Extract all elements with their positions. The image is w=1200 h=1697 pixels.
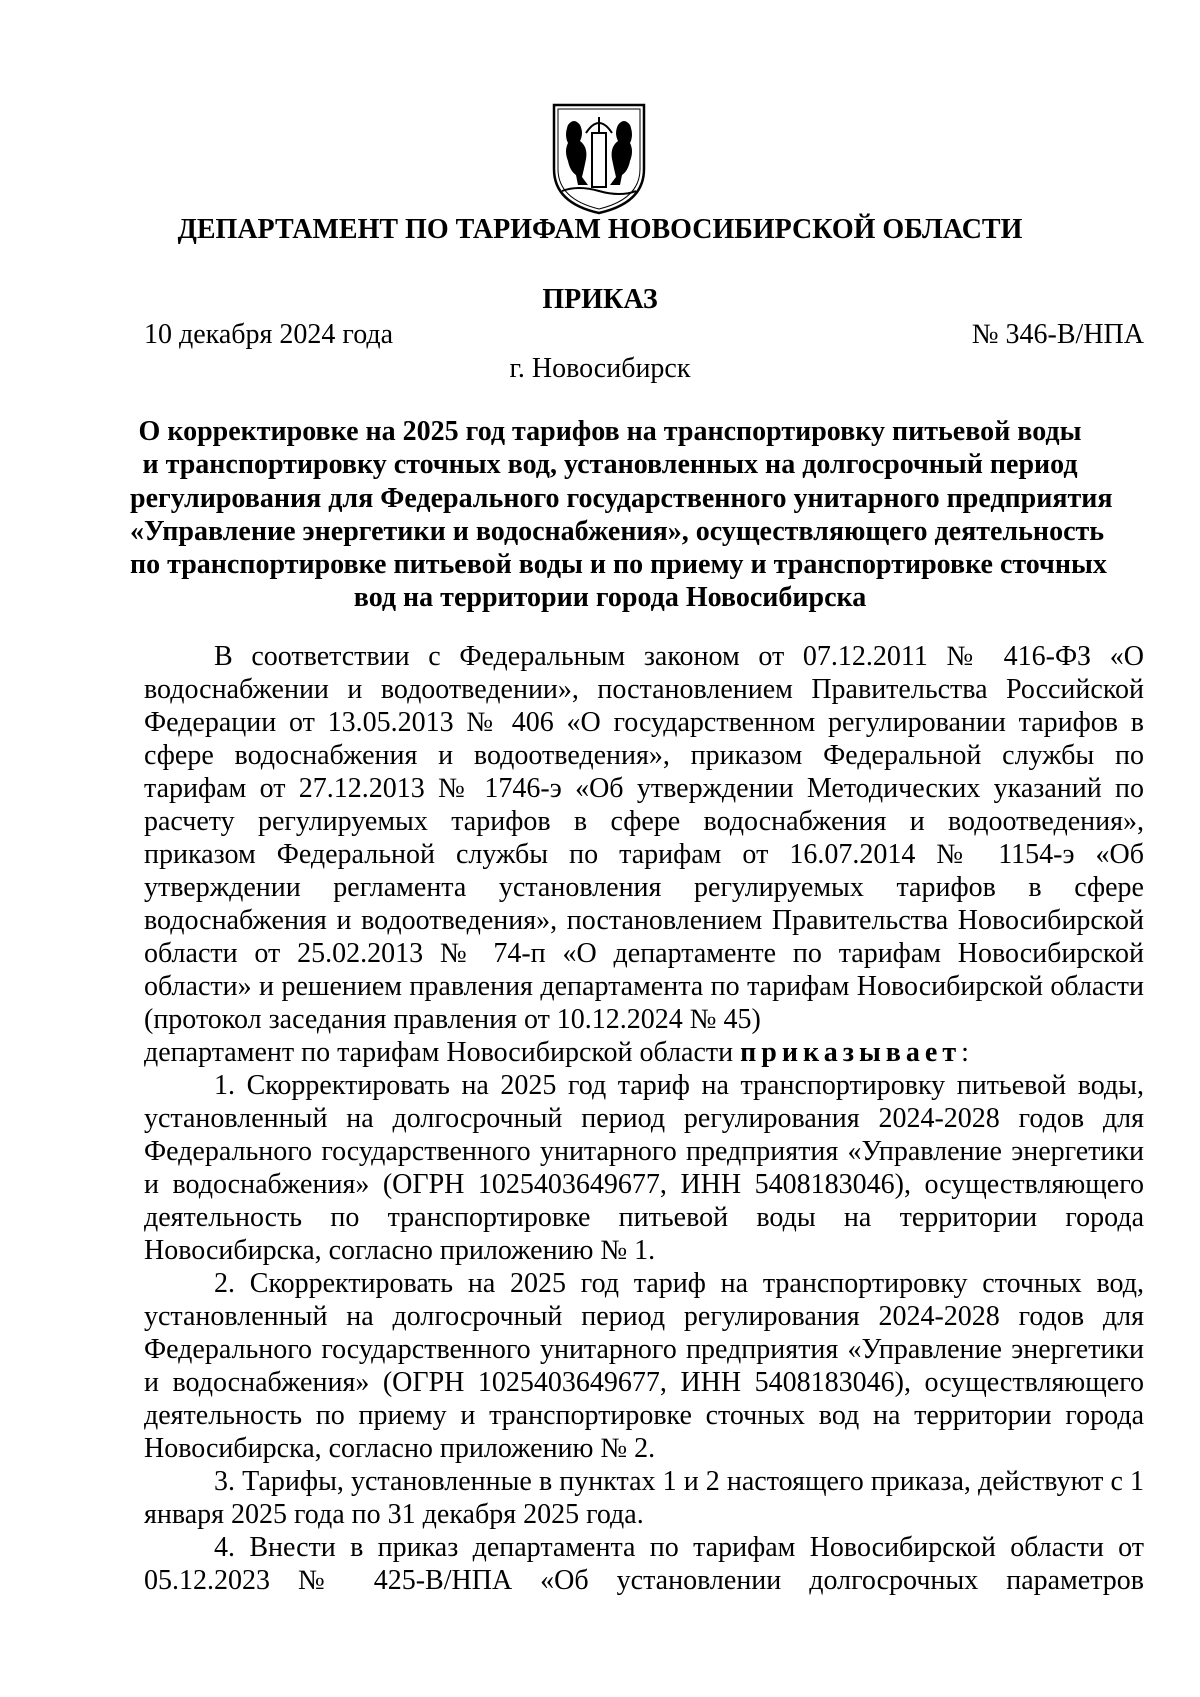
heading-line: и транспортировку сточных вод, установленных на долгосрочный период — [142, 449, 1078, 481]
heading-line: регулирования для Федерального государственного унитарного предприятия — [130, 482, 1113, 514]
order-heading — [130, 415, 1113, 615]
order-city: г. Новосибирск — [509, 353, 691, 384]
order-body — [144, 640, 1144, 1597]
heading-line: О корректировке на 2025 год тарифов на транспортировку питьевой воды — [138, 416, 1082, 447]
heading-line: по транспортировке питьевой воды и по приему и транспортировке сточных — [130, 549, 1107, 581]
orders-colon: : — [961, 1037, 969, 1068]
order-item-2: 2. Скорректировать на 2025 год тариф на транспортировку сточных вод, установленный на долгосрочный период регулирования 2024-2028 годов для Федерального государственного унитарного предприятия «Управление энергетики и водоснабжения» (ОГРН 1025403649677, ИНН 5408183046), осуществляющего деятельность по приему и транспортировке сточных вод на территории города Новосибирска, согласно приложению № 2. — [144, 1268, 1144, 1464]
order-date: 10 декабря 2024 года — [144, 319, 394, 350]
order-number: № 346-В/НПА — [971, 319, 1144, 350]
orders-verb: приказывает — [740, 1037, 962, 1068]
document-type: ПРИКАЗ — [542, 284, 658, 315]
coat-of-arms-icon — [548, 103, 650, 215]
orders-line — [144, 1036, 1144, 1069]
heading-line: «Управление энергетики и водоснабжения», осуществляющего деятельность — [130, 515, 1105, 547]
department-name: ДЕПАРТАМЕНТ ПО ТАРИФАМ НОВОСИБИРСКОЙ ОБЛАСТИ — [177, 214, 1023, 245]
preamble-paragraph: В соответствии с Федеральным законом от 07.12.2011 № 416-ФЗ «О водоснабжении и водоотведении», постановлением Правительства Российской Федерации от 13.05.2013 № 406 «О государственном регулировании тарифов в сфере водоснабжения и водоотведения», приказом Федеральной службы по тарифам от 27.12.2013 № 1746-э «Об утверждении Методических указаний по расчету регулируемых тарифов в сфере водоснабжения и водоотведения», приказом Федеральной службы по тарифам от 16.07.2014 № 1154-э «Об утверждении регламента установления регулируемых тарифов в сфере водоснабжения и водоотведения», постановлением Правительства Новосибирской области от 25.02.2013 № 74-п «О департаменте по тарифам Новосибирской области» и решением правления департамента по тарифам Новосибирской области (протокол заседания правления от 10.12.2024 № 45) — [144, 641, 1144, 1035]
orders-lead: департамент по тарифам Новосибирской области — [144, 1037, 741, 1068]
heading-line: вод на территории города Новосибирска — [353, 582, 867, 614]
order-item-4: 4. Внести в приказ департамента по тарифам Новосибирской области от 05.12.2023 № 425-В/НПА «Об установлении долгосрочных параметров — [144, 1532, 1144, 1596]
order-item-3: 3. Тарифы, установленные в пунктах 1 и 2 настоящего приказа, действуют с 1 января 2025 года по 31 декабря 2025 года. — [144, 1466, 1144, 1530]
order-item-1: 1. Скорректировать на 2025 год тариф на транспортировку питьевой воды, установленный на долгосрочный период регулирования 2024-2028 годов для Федерального государственного унитарного предприятия «Управление энергетики и водоснабжения» (ОГРН 1025403649677, ИНН 5408183046), осуществляющего деятельность по транспортировке питьевой воды на территории города Новосибирска, согласно приложению № 1. — [144, 1070, 1144, 1266]
